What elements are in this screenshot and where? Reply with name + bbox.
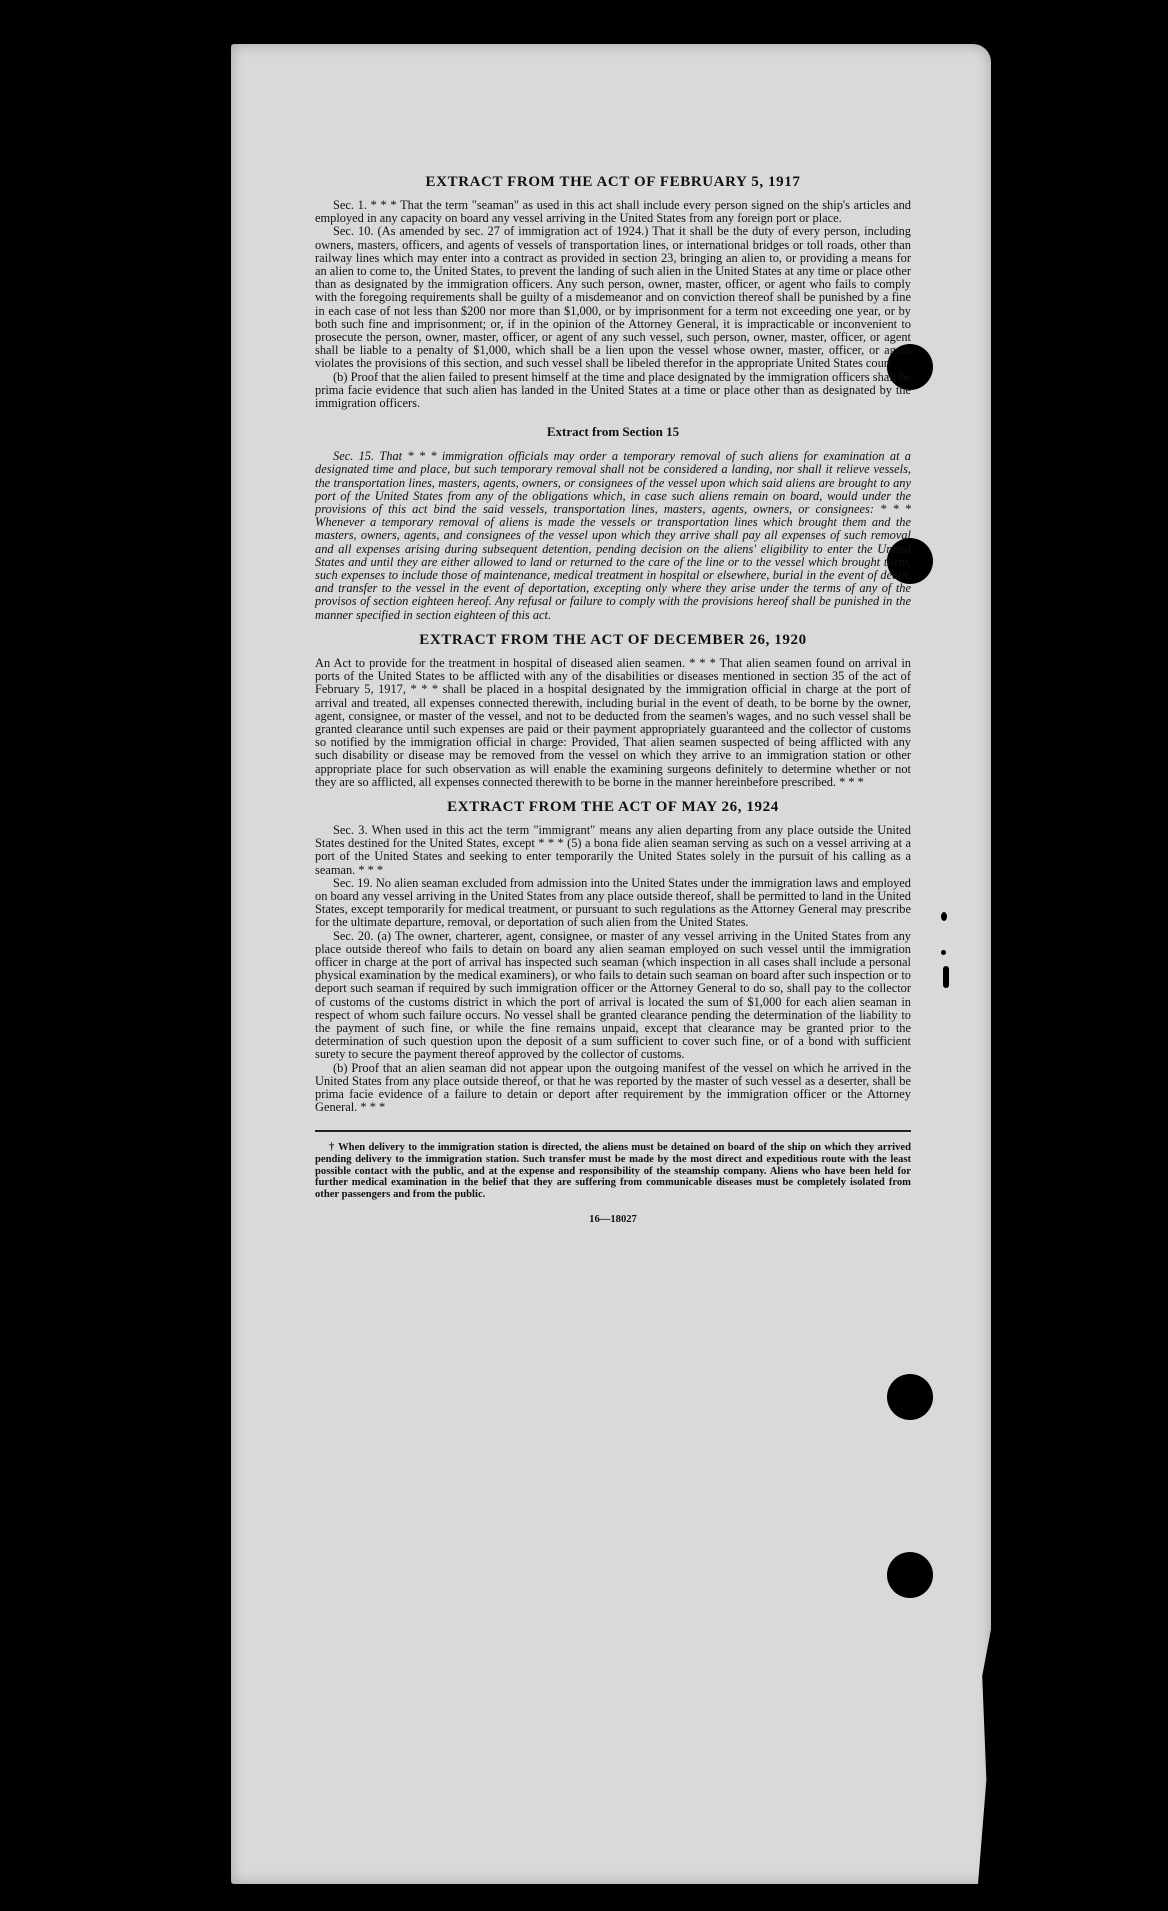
paragraph: Sec. 3. When used in this act the term "immigrant" means any alien departing from any place outside the United States destined for the United States, except * * * (5) a bona fide alien seaman serving as such on a vessel arriving at a port of the United States and seeking to enter temporarily the United States solely in the pursuit of his calling as a seaman. * * * <box>315 822 911 877</box>
divider <box>315 1130 911 1132</box>
paragraph: (b) Proof that the alien failed to present himself at the time and place designated by the immigration officers shall be prima facie evidence that such alien has landed in the United States at a time or place other than as designated by the immigration officers. <box>315 369 911 411</box>
paragraph: Sec. 20. (a) The owner, charterer, agent, consignee, or master of any vessel arriving in the United States from any place outside thereof who fails to detain on board any alien seaman employed on such vessel until the immigration officer in charge at the port of arrival has inspected such seaman (which inspection in all cases shall include a personal physical examination by the medical examiners), or who fails to detain such seaman on board after such inspection or to deport such seaman if required by such immigration officer or the Attorney General to do so, shall pay to the collector of customs of the customs district in which the port of arrival is located the sum of $1,000 for each alien seaman in respect of whom such failure occurs. No vessel shall be granted clearance pending the determination of the liability to the payment of such fine, or while the fine remains unpaid, except that clearance may be granted prior to the determination of such question upon the deposit of a sum sufficient to cover such fine, or of a bond with sufficient surety to secure the payment thereof approved by the collector of customs. <box>315 928 911 1062</box>
paragraph: Sec. 15. That * * * immigration officials may order a temporary removal of such aliens for examination at a designated time and place, but such temporary removal shall not be considered a landing, nor shall it relieve vessels, the transportation lines, masters, agents, owners, or consignees of the vessel upon which said aliens are brought to any port of the United States from any of the obligations which, in case such aliens remain on board, would under the provisions of this act bind the said vessels, transportation lines, masters, agents, owners, or consignees: * * * Whenever a temporary removal of aliens is made the vessels or transportation lines which brought them and the masters, owners, agents, and consignees of the vessel upon which they arrive shall pay all expenses of such removal and all expenses arising during subsequent detention, pending decision on the aliens' eligibility to enter the United States and until they are either allowed to land or returned to the care of the line or to the vessel which brought them, such expenses to include those of maintenance, medical treatment in hospital or elsewhere, burial in the event of death, and transfer to the vessel in the event of deportation, excepting only where they arise under the terms of any of the provisos of section eighteen hereof. Any refusal or failure to comply with the provisions hereof shall be punished in the manner specified in section eighteen of this act. <box>315 449 911 622</box>
document-content <box>315 174 911 1225</box>
speck <box>941 950 946 955</box>
speck <box>941 912 947 921</box>
corner-mark <box>1093 66 1101 76</box>
section-act-1920 <box>315 632 911 789</box>
paragraph: Sec. 1. * * * That the term "seaman" as used in this act shall include every person signed on the ship's articles and employed in any capacity on board any vessel arriving in the United States from any foreign port or place. <box>315 198 911 226</box>
speck <box>943 966 949 988</box>
paragraph: An Act to provide for the treatment in hospital of diseased alien seamen. * * * That alien seamen found on arrival in ports of the United States to be afflicted with any of the disabilities or diseases mentioned in section 35 of the act of February 5, 1917, * * * shall be placed in a hospital designated by the immigration official in charge at the port of arrival and treated, all expenses connected therewith, including burial in the event of death, to be borne by the owner, agent, consignee, or master of the vessel, and not to be deducted from the seamen's wages, and no such vessel shall be granted clearance until such expenses are paid or their payment appropriately guaranteed and the collector of customs so notified by the immigration official in charge: Provided, That alien seamen suspected of being afflicted with any such disability or disease may be removed from the vessel on which they arrive to an immigration station or other appropriate place for such observation as will enable the examining surgeons definitely to determine whether or not they are so afflicted, all expenses connected therewith to be borne in the manner hereinbefore prescribed. * * * <box>315 655 911 789</box>
punch-hole <box>887 1374 933 1420</box>
section-act-1924 <box>315 799 911 1114</box>
section-15-extract <box>315 424 911 622</box>
document-page <box>231 44 991 1884</box>
punch-hole <box>887 1552 933 1598</box>
paragraph: Sec. 19. No alien seaman excluded from admission into the United States under the immigration laws and employed on board any vessel arriving in the United States from any place outside thereof, shall be permitted to land in the United States, except temporarily for medical treatment, or pursuant to such regulations as the Attorney General may prescribe for the ultimate departure, removal, or deportation of such alien from the United States. <box>315 875 911 930</box>
paragraph: Sec. 10. (As amended by sec. 27 of immigration act of 1924.) That it shall be the duty of every person, including owners, masters, officers, and agents of vessels of transportation lines, or international bridges or toll roads, other than railway lines which may enter into a contract as provided in section 23, bringing an alien to, or providing a means for an alien to come to, the United States, to prevent the landing of such alien in the United States at any time or place other than as designated by the immigration officers. Any such person, owner, master, officer, or agent who fails to comply with the foregoing requirements shall be guilty of a misdemeanor and on conviction thereof shall be punished by a fine in each case of not less than $200 nor more than $1,000, or by imprisonment for a term not exceeding one year, or by both such fine and imprisonment; or, if in the opinion of the Attorney General, it is impracticable or inconvenient to prosecute the person, owner, master, officer, or agent of any such vessel, such person, owner, master, officer, or agent shall be liable to a penalty of $1,000, which shall be a lien upon the vessel whose owner, master, officer, or agent violates the provisions of this section, and such vessel shall be libeled therefor in the appropriate United States court. <box>315 224 911 371</box>
form-number: 16—18027 <box>589 1214 637 1226</box>
paragraph: (b) Proof that an alien seaman did not appear upon the outgoing manifest of the vessel on which he arrived in the United States from any place outside thereof, or that he was reported by the master of such vessel as a deserter, shall be prima facie evidence of a failure to detain or deport after requirement by the immigration officer or the Attorney General. * * * <box>315 1060 911 1115</box>
section-act-1917 <box>315 174 911 410</box>
section-heading: EXTRACT FROM THE ACT OF FEBRUARY 5, 1917 <box>425 174 801 190</box>
section-heading: EXTRACT FROM THE ACT OF DECEMBER 26, 1920 <box>419 631 807 648</box>
footnote: † When delivery to the immigration station is directed, the aliens must be detained on board of the ship on which they arrived pending delivery to the immigration station. Such transfer must be made by the most direct and expeditious route with the least possible contact with the public, and at the expense and responsibility of the steamship company. Aliens who have been held for further medical examination in the belief that they are suffering from communicable diseases must be completely isolated from other passengers and from the public. <box>315 1142 911 1200</box>
section-subheading: Extract from Section 15 <box>546 424 680 440</box>
section-heading: EXTRACT FROM THE ACT OF MAY 26, 1924 <box>447 798 779 815</box>
